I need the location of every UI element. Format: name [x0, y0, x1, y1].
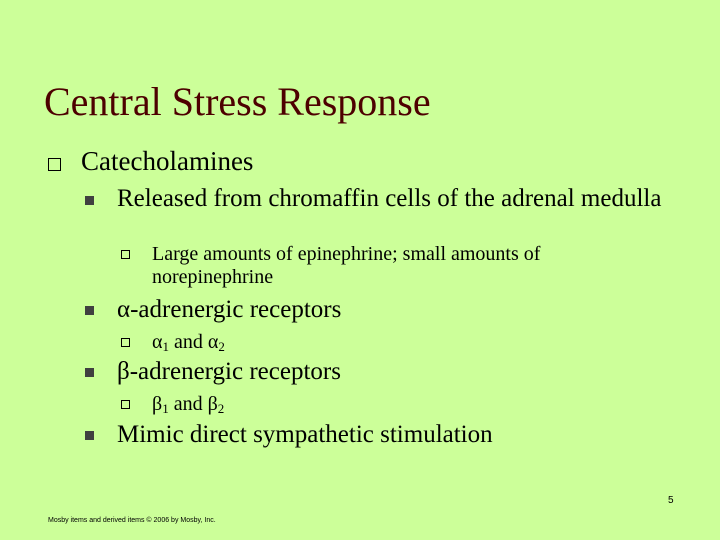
bullet-mimic-stimulation: Mimic direct sympathetic stimulation — [117, 421, 493, 448]
subbullet-epinephrine: Large amounts of epinephrine; small amounts of norepinephrine — [152, 243, 541, 288]
bullet-alpha-receptors — [117, 296, 341, 323]
hollow-square-subbullet-icon — [121, 250, 130, 259]
bullet-catecholamines: Catecholamines — [81, 146, 254, 176]
bullet-beta-receptors — [117, 358, 341, 385]
bullet-chromaffin: Released from chromaffin cells of the adrenal medulla — [117, 185, 662, 212]
hollow-square-bullet-icon — [48, 158, 61, 171]
square-bullet-icon — [85, 431, 94, 440]
page-number: 5 — [668, 495, 674, 506]
square-bullet-icon — [85, 368, 94, 377]
hollow-square-subbullet-icon — [121, 338, 130, 347]
subbullet-alpha-subtypes: $\alpha_1$ and $\alpha_2$ — [152, 331, 225, 354]
alpha-symbol: α — [117, 296, 131, 323]
square-bullet-icon — [85, 196, 94, 205]
slide-title: Central Stress Response — [44, 79, 431, 124]
beta-receptors-label: -adrenergic receptors — [129, 358, 341, 385]
beta-symbol: β — [117, 358, 130, 385]
copyright-footer: Mosby items and derived items © 2006 by Mosby, Inc. — [48, 517, 216, 524]
square-bullet-icon — [85, 306, 94, 315]
alpha-receptors-label: -adrenergic receptors — [130, 296, 342, 323]
hollow-square-subbullet-icon — [121, 400, 130, 409]
subbullet-beta-subtypes: $\beta_1$ and $\beta_2$ — [152, 393, 225, 416]
